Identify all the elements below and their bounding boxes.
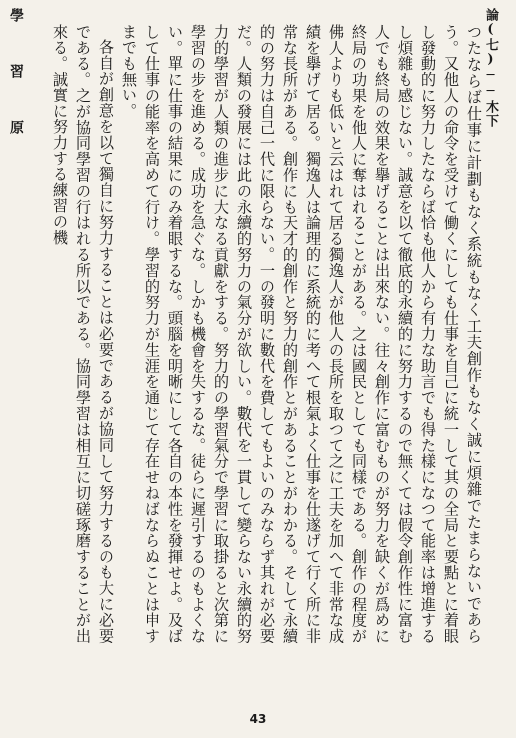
running-header-section-title: 論(七)──木下 <box>483 8 498 128</box>
paragraph: つたならば仕事に計劃もなく系統もなく工夫創作もなく誠に煩雜でたまらないであらう。又他人の命令を受けて働くにしても仕事を自己に統一して其の全局と要點とに着眼し發動的に努力したならば恰も他人から有力な助言でも得た樣になつて能率は增進するし煩雜も感じない。誠意を以て徹底的永續的に努力するので無くては假令創作性に富む人でも終局の效果を擧げることは出來ない。往々創作に富むものが努力を缺くが爲めに終局の功果を他人に奪はれることがある。之は國民としても同樣である。創作の程度が佛人よりも低いと云はれて居る獨逸人が他人の長所を取つて之に工夫を加へて非常な成績を擧げて居る。獨逸人は論理的に系統的に考へて根氣よく仕事を仕遂げて行く所に非常な長所がある。創作にも天才的創作と努力的創作とがあることがわかる。そして永續的の努力は自己一代に限らない。一の發明に數代を費してもよいのみならず其れが必要だ。人類の發展には此の永續的努力の氣分が欲しい。數代を一貫して變らない永續的努力的學習が人類の進步に大なる貢獻をする。努力的の學習氣分で學習に取掛ると次第に學習の步を進める。成功を急ぐな。しかも機會を失するな。徒らに遲引するのもよくない。單に仕事の結果にのみ着眼するな。頭腦を明晰にして各自の本性を發揮せよ。及ばして仕事の能率を高めて行け。學習的努力が生涯を通じて存在せねばならぬことは申すまでも無い。 <box>120 24 483 644</box>
body-text <box>30 24 485 644</box>
running-header-book-title: 學習原 <box>8 8 24 176</box>
page-number: 43 <box>249 712 267 726</box>
paragraph: 各自が創意を以て獨自に努力することは必要であるが協同して努力するのも大に必要である。之が協同學習の行はれる所以である。協同學習は相互に切磋琢磨することが出來る。誠實に努力する練習の機 <box>51 24 115 644</box>
